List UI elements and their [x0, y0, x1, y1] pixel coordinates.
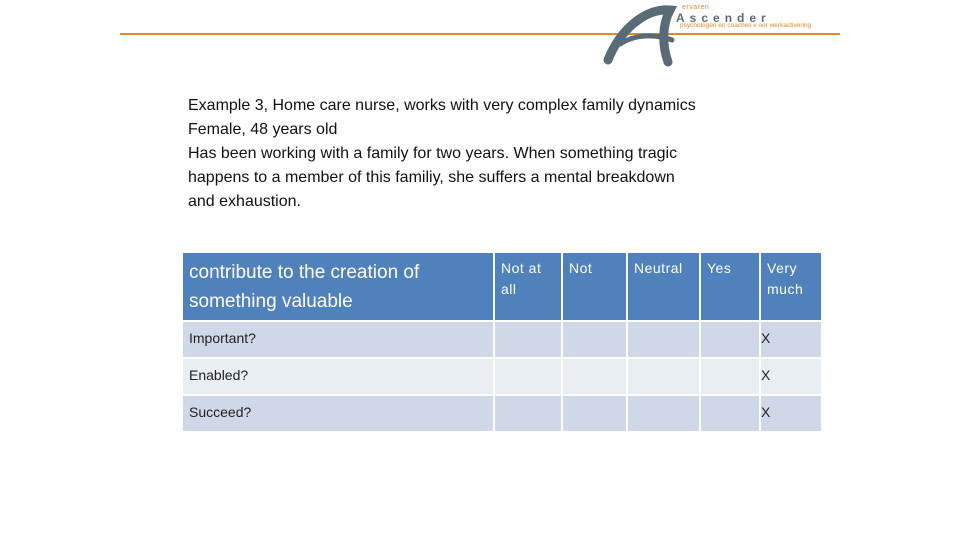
logo-name: Ascender	[676, 11, 771, 25]
table-header-row	[182, 252, 822, 321]
table-row	[182, 321, 822, 358]
ascender-logo	[600, 0, 840, 70]
rating-cell	[700, 321, 760, 358]
description-line: Example 3, Home care nurse, works with very complex family dynamics	[188, 97, 696, 114]
rating-cell	[494, 358, 562, 395]
rating-cell	[700, 395, 760, 432]
option-header-very-much: Very much	[760, 252, 822, 321]
row-label: Succeed?	[182, 395, 494, 432]
row-label: Enabled?	[182, 358, 494, 395]
rating-cell: X	[760, 395, 822, 432]
description-line: Has been working with a family for two years. When something tragic	[188, 145, 678, 162]
row-label: Important?	[182, 321, 494, 358]
rating-cell	[562, 358, 627, 395]
description-line: Female, 48 years old	[188, 121, 338, 138]
rating-cell: X	[760, 358, 822, 395]
rating-cell: X	[760, 321, 822, 358]
description-line: and exhaustion.	[188, 193, 301, 210]
question-header: contribute to the creation of something valuable	[182, 252, 494, 321]
rating-cell	[627, 321, 700, 358]
logo-small-text: ervaren	[682, 4, 710, 11]
rating-cell	[627, 358, 700, 395]
option-header-neutral: Neutral	[627, 252, 700, 321]
rating-cell	[627, 395, 700, 432]
rating-cell	[494, 395, 562, 432]
table-row	[182, 395, 822, 432]
option-header-not: Not	[562, 252, 627, 321]
case-description	[188, 94, 788, 214]
rating-cell	[562, 321, 627, 358]
rating-cell	[700, 358, 760, 395]
rating-cell	[494, 321, 562, 358]
logo-tagline: psychologen en coaches v oor werkactivering	[680, 22, 812, 29]
rating-cell	[562, 395, 627, 432]
option-header-not-at-all: Not at all	[494, 252, 562, 321]
rating-table	[181, 251, 823, 433]
option-header-yes: Yes	[700, 252, 760, 321]
table-row	[182, 358, 822, 395]
description-line: happens to a member of this familiy, she suffers a mental breakdown	[188, 169, 675, 186]
